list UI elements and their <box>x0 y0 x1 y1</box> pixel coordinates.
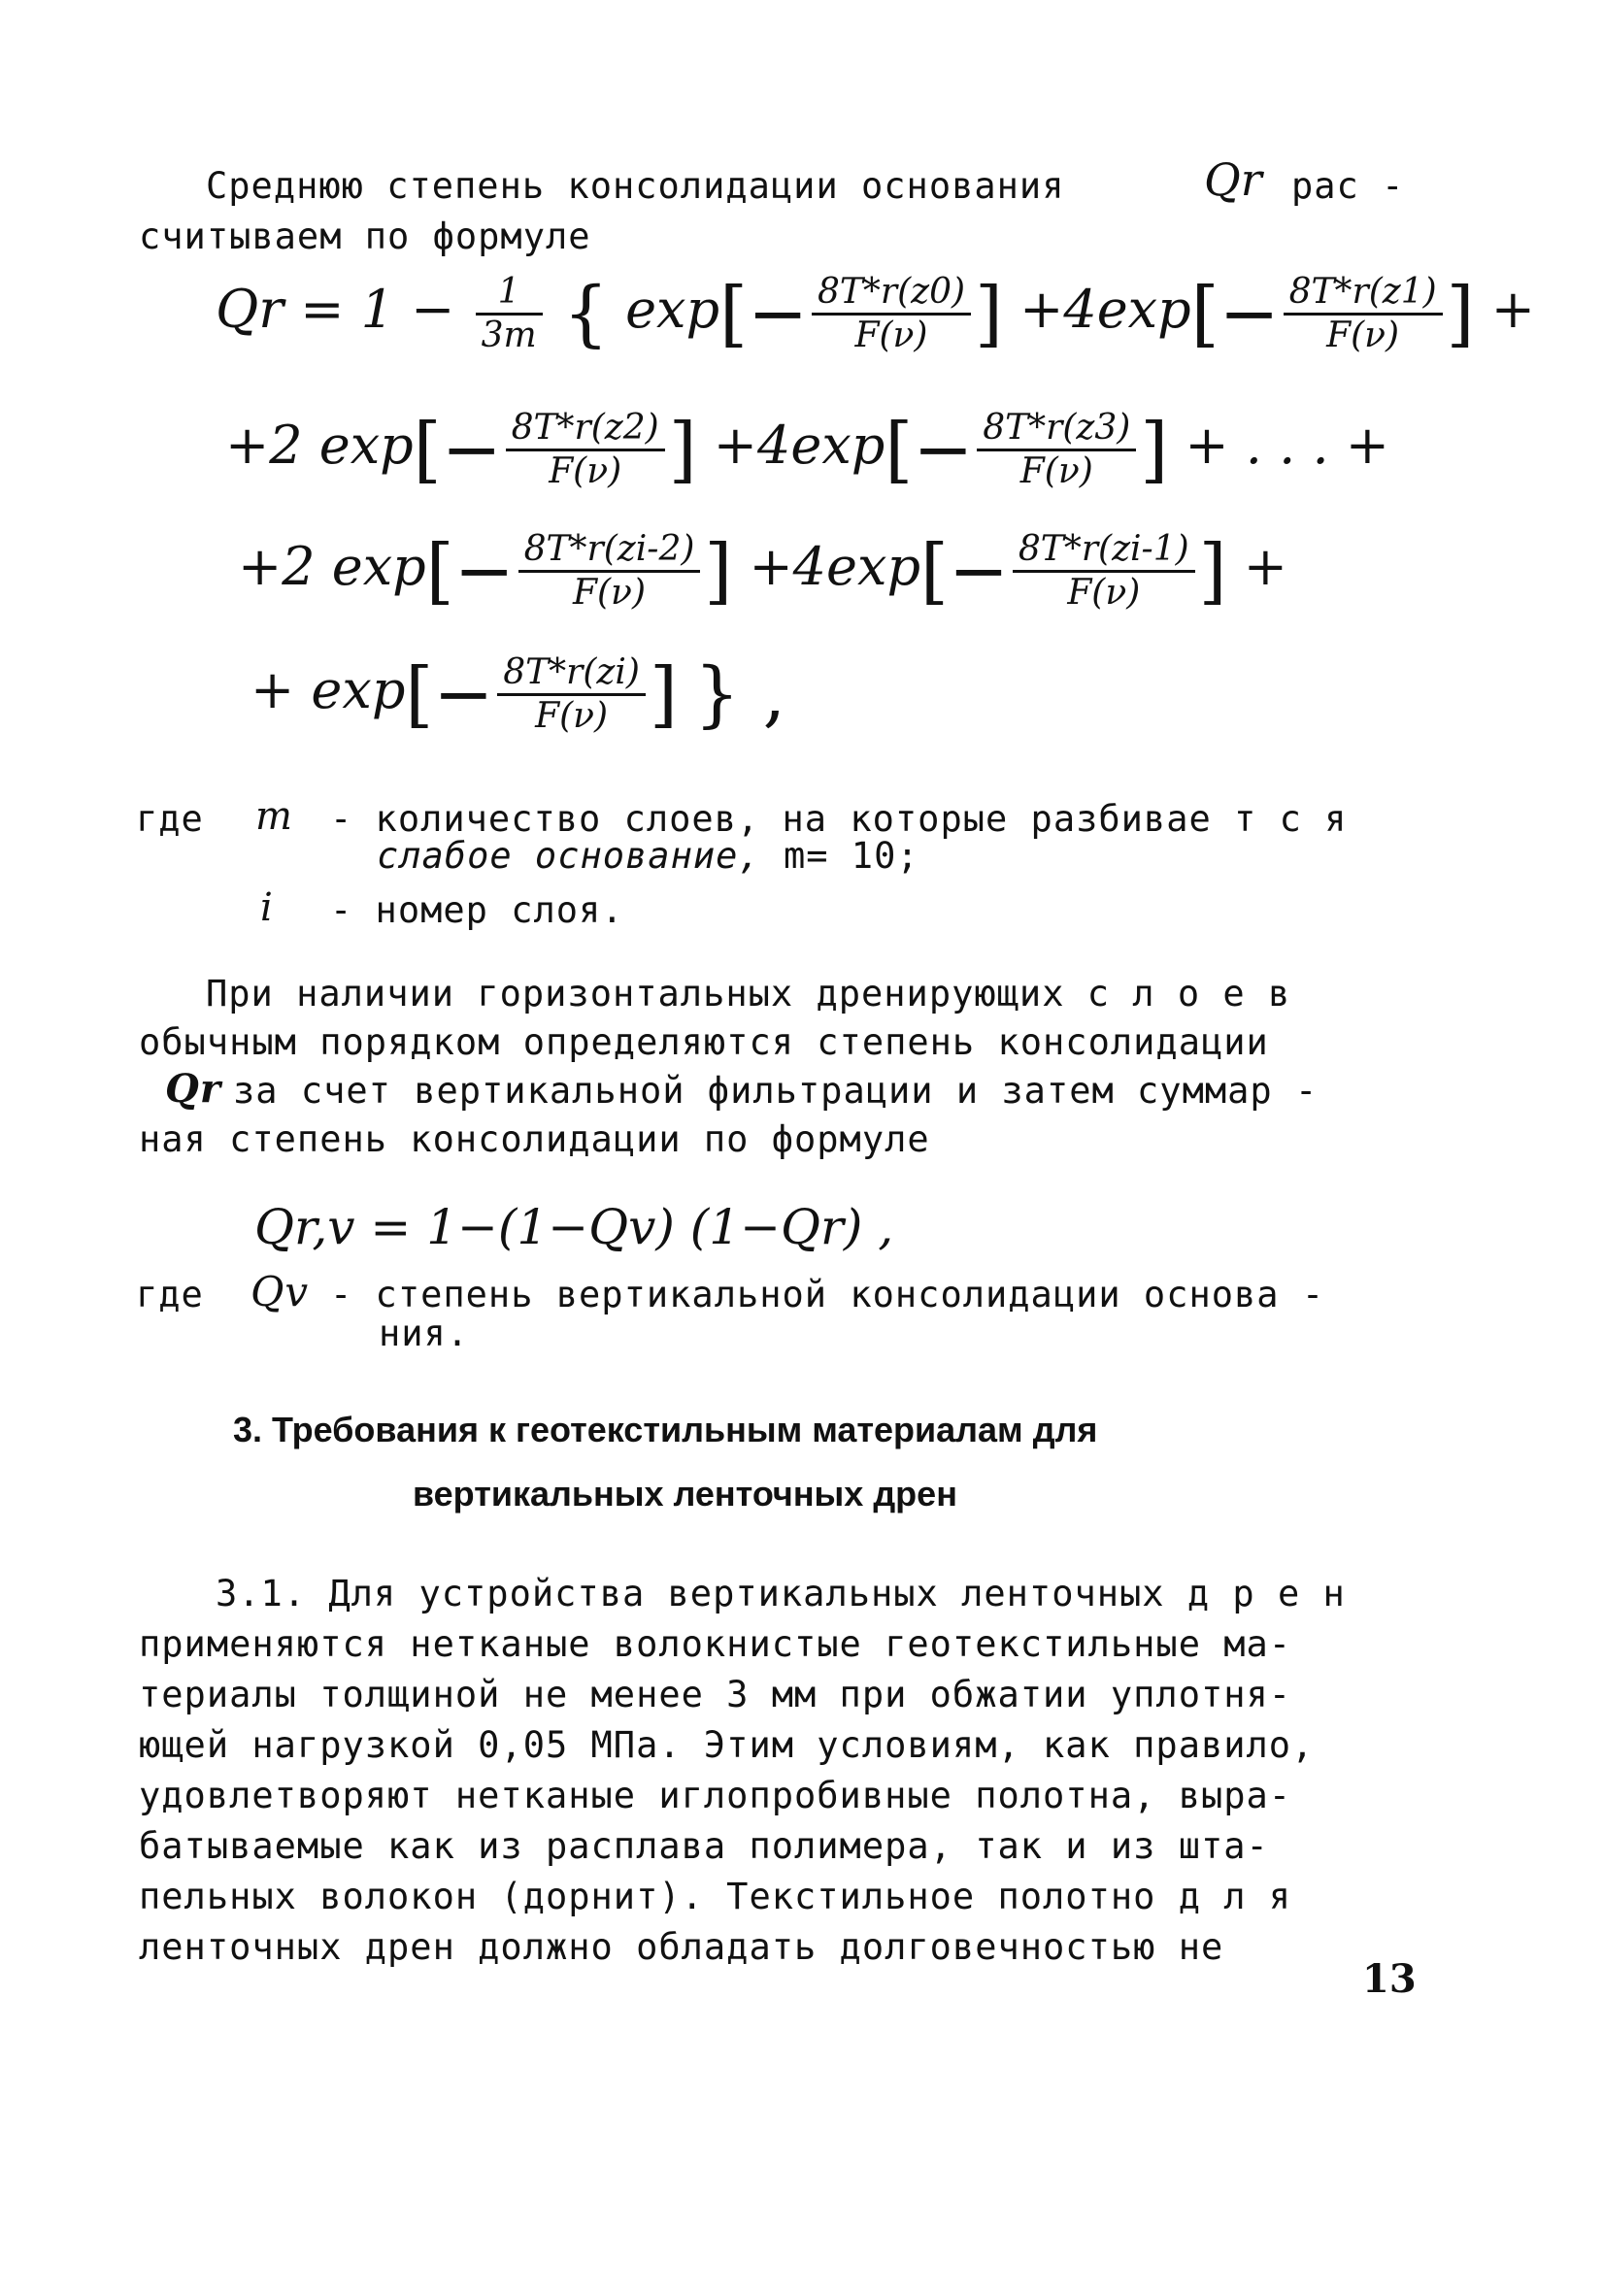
para2-line-4: ная степень консолидации по формуле <box>139 1118 930 1160</box>
intro-line-1-end: рас - <box>1291 165 1405 207</box>
formula1-r3-tail: + <box>1243 536 1287 597</box>
where2-symbol: Qv <box>250 1268 310 1315</box>
formula1-row4: + exp[− $\frac{8T*r(zi)}{F(\nu)}$ ] } , <box>250 652 786 736</box>
page-number: 13 <box>1362 1956 1417 2002</box>
where1-m-value: m= 10; <box>783 835 919 877</box>
where1-m-text1: - количество слоев, на которые разбивае т с я <box>330 798 1348 840</box>
formula1-r1-t2-prefix: +4exp <box>1019 279 1191 340</box>
intro-line-2: считываем по формуле <box>139 216 591 257</box>
where1-m-symbol: m <box>255 794 293 839</box>
intro-line-1 <box>206 165 1064 207</box>
section-title-line-2: вертикальных ленточных дрен <box>413 1474 957 1514</box>
formula1-lhs: Qr = 1 − <box>216 279 455 340</box>
where2-label: где <box>136 1274 204 1315</box>
body-line-6: батываемые как из расплава полимера, так и из шта- <box>139 1825 1269 1867</box>
para2-line-3: за счет вертикальной фильтрации и затем суммар - <box>233 1070 1319 1112</box>
body-line-5: удовлетворяют нетканые иглопробивные полотна, выра- <box>139 1775 1292 1816</box>
formula1-r4-t1-prefix: + exp <box>250 659 406 720</box>
formula1-r3-t2: $\frac{8T*r(zi-1)}{F(\nu)}$ <box>1013 529 1195 613</box>
formula1-r2-t2-prefix: +4exp <box>713 415 885 476</box>
where1-label: где <box>136 798 204 840</box>
formula1-r3-t1-prefix: +2 exp <box>238 536 426 597</box>
where2-line-2: ния. <box>379 1313 470 1354</box>
body-line-8: ленточных дрен должно обладать долговечностью не <box>139 1926 1224 1968</box>
para2-symbol: Qr <box>165 1066 221 1112</box>
formula1-r2-t1: $\frac{8T*r(z2)}{F(\nu)}$ <box>506 408 665 491</box>
formula1-r2-t1-prefix: +2 exp <box>225 415 414 476</box>
formula1-r3-t1: $\frac{8T*r(zi-2)}{F(\nu)}$ <box>518 529 701 613</box>
intro-text: Среднюю степень консолидации основания <box>206 165 1065 207</box>
para2-line-1: При наличии горизонтальных дренирующих с л о е в <box>206 973 1291 1015</box>
body-line-3: териалы толщиной не менее 3 мм при обжатии уплотня- <box>139 1674 1292 1715</box>
formula1-r1-tail: + <box>1490 279 1535 340</box>
body-line-1: 3.1. Для устройства вертикальных ленточных д р е н <box>216 1573 1346 1614</box>
formula1-r1-t1: $\frac{8T*r(z0)}{F(\nu)}$ <box>812 272 971 355</box>
body-line-7: пельных волокон (дорнит). Текстильное полотно д л я <box>139 1876 1292 1917</box>
formula1-row2: +2 exp[− $\frac{8T*r(z2)}{F(\nu)}$ ] +4exp[− $\frac{8T*r(z3)}{F(\nu)}$ ] + . . . + <box>225 408 1390 491</box>
formula1-r2-tail: + . . . + <box>1185 415 1390 476</box>
formula1-r1-t1-prefix: exp <box>625 279 720 340</box>
where1-i-text: - номер слоя. <box>330 889 624 931</box>
close-brace: } , <box>694 652 786 736</box>
formula1-coef: $\frac{1}{3m}$ <box>476 272 543 355</box>
para2-line-2: обычным порядком определяются степень консолидации <box>139 1021 1269 1063</box>
formula2: Qr,v = 1−(1−Qv) (1−Qr) , <box>254 1199 894 1255</box>
formula1-r3-t2-prefix: +4exp <box>749 536 921 597</box>
where1-i-symbol: i <box>260 885 274 930</box>
where1-m-text2: слабое основание, m= 10; <box>377 835 919 877</box>
open-brace: { <box>562 272 609 355</box>
where2-line-1: - степень вертикальной консолидации основа - <box>330 1274 1325 1315</box>
intro-symbol: Qr <box>1204 153 1262 206</box>
formula1-r1-t2: $\frac{8T*r(z1)}{F(\nu)}$ <box>1284 272 1443 355</box>
body-line-4: ющей нагрузкой 0,05 МПа. Этим условиям, как правило, <box>139 1724 1315 1766</box>
formula1-row3: +2 exp[− $\frac{8T*r(zi-2)}{F(\nu)}$ ] +4exp[− $\frac{8T*r(zi-1)}{F(\nu)}$ ] + <box>238 529 1287 613</box>
section-title-line-1: 3. Требования к геотекстильным материалам для <box>233 1410 1098 1449</box>
formula1-row1: Qr = 1 − $\frac{1}{3m}$ { exp[− $\frac{8T*r(z0)}{F(\nu)}$ ] +4exp[− $\frac{8T*r(z1)}{F(\nu)}$ ] + <box>216 272 1535 355</box>
formula1-r2-t2: $\frac{8T*r(z3)}{F(\nu)}$ <box>977 408 1136 491</box>
formula1-r4-t1: $\frac{8T*r(zi)}{F(\nu)}$ <box>497 652 646 736</box>
body-line-2: применяются нетканые волокнистые геотекстильные ма- <box>139 1623 1292 1665</box>
